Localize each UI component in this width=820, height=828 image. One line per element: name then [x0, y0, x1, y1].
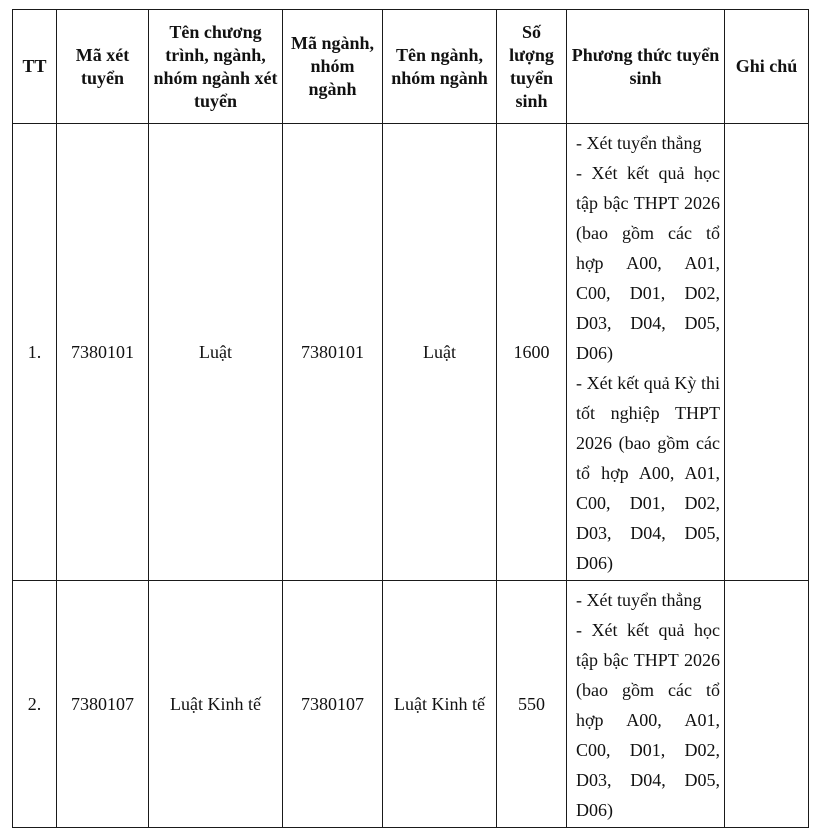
cell-ten-nganh: Luật	[383, 124, 497, 581]
method-item: - Xét kết quả Kỳ thi tốt nghiệp THPT 2026 (bao gồm các tổ hợp A00, A01, C00, D01, D02, D03, D04, D05, D06)	[576, 373, 720, 573]
cell-so-luong: 550	[497, 581, 567, 828]
header-phuong-thuc: Phương thức tuyển sinh	[567, 10, 725, 124]
header-row	[13, 10, 809, 124]
header-tt: TT	[13, 10, 57, 124]
cell-ten-chuong-trinh: Luật Kinh tế	[149, 581, 283, 828]
cell-ghi-chu	[725, 581, 809, 828]
method-item: - Xét kết quả học tập bậc THPT 2026 (bao gồm các tổ hợp A00, A01, C00, D01, D02, D03, D04, D05, D06)	[576, 163, 720, 363]
cell-ma-nganh: 7380101	[283, 124, 383, 581]
header-ten-chuong-trinh: Tên chương trình, ngành, nhóm ngành xét tuyển	[149, 10, 283, 124]
cell-ten-nganh: Luật Kinh tế	[383, 581, 497, 828]
header-ghi-chu: Ghi chú	[725, 10, 809, 124]
cell-phuong-thuc	[567, 124, 725, 581]
cell-ghi-chu	[725, 124, 809, 581]
cell-tt: 2.	[13, 581, 57, 828]
method-item: - Xét kết quả học tập bậc THPT 2026 (bao gồm các tổ hợp A00, A01, C00, D01, D02, D03, D04, D05, D06)	[576, 620, 720, 820]
header-ma-xet-tuyen: Mã xét tuyển	[57, 10, 149, 124]
admission-table	[12, 9, 809, 828]
cell-so-luong: 1600	[497, 124, 567, 581]
cell-ten-chuong-trinh: Luật	[149, 124, 283, 581]
header-so-luong: Số lượng tuyển sinh	[497, 10, 567, 124]
cell-ma-xet-tuyen: 7380107	[57, 581, 149, 828]
cell-ma-nganh: 7380107	[283, 581, 383, 828]
header-ma-nganh: Mã ngành, nhóm ngành	[283, 10, 383, 124]
cell-phuong-thuc	[567, 581, 725, 828]
method-item: - Xét tuyển thẳng	[576, 590, 702, 610]
cell-tt: 1.	[13, 124, 57, 581]
table-row	[13, 581, 809, 828]
cell-ma-xet-tuyen: 7380101	[57, 124, 149, 581]
header-ten-nganh: Tên ngành, nhóm ngành	[383, 10, 497, 124]
method-item: - Xét tuyển thẳng	[576, 133, 702, 153]
table-row	[13, 124, 809, 581]
